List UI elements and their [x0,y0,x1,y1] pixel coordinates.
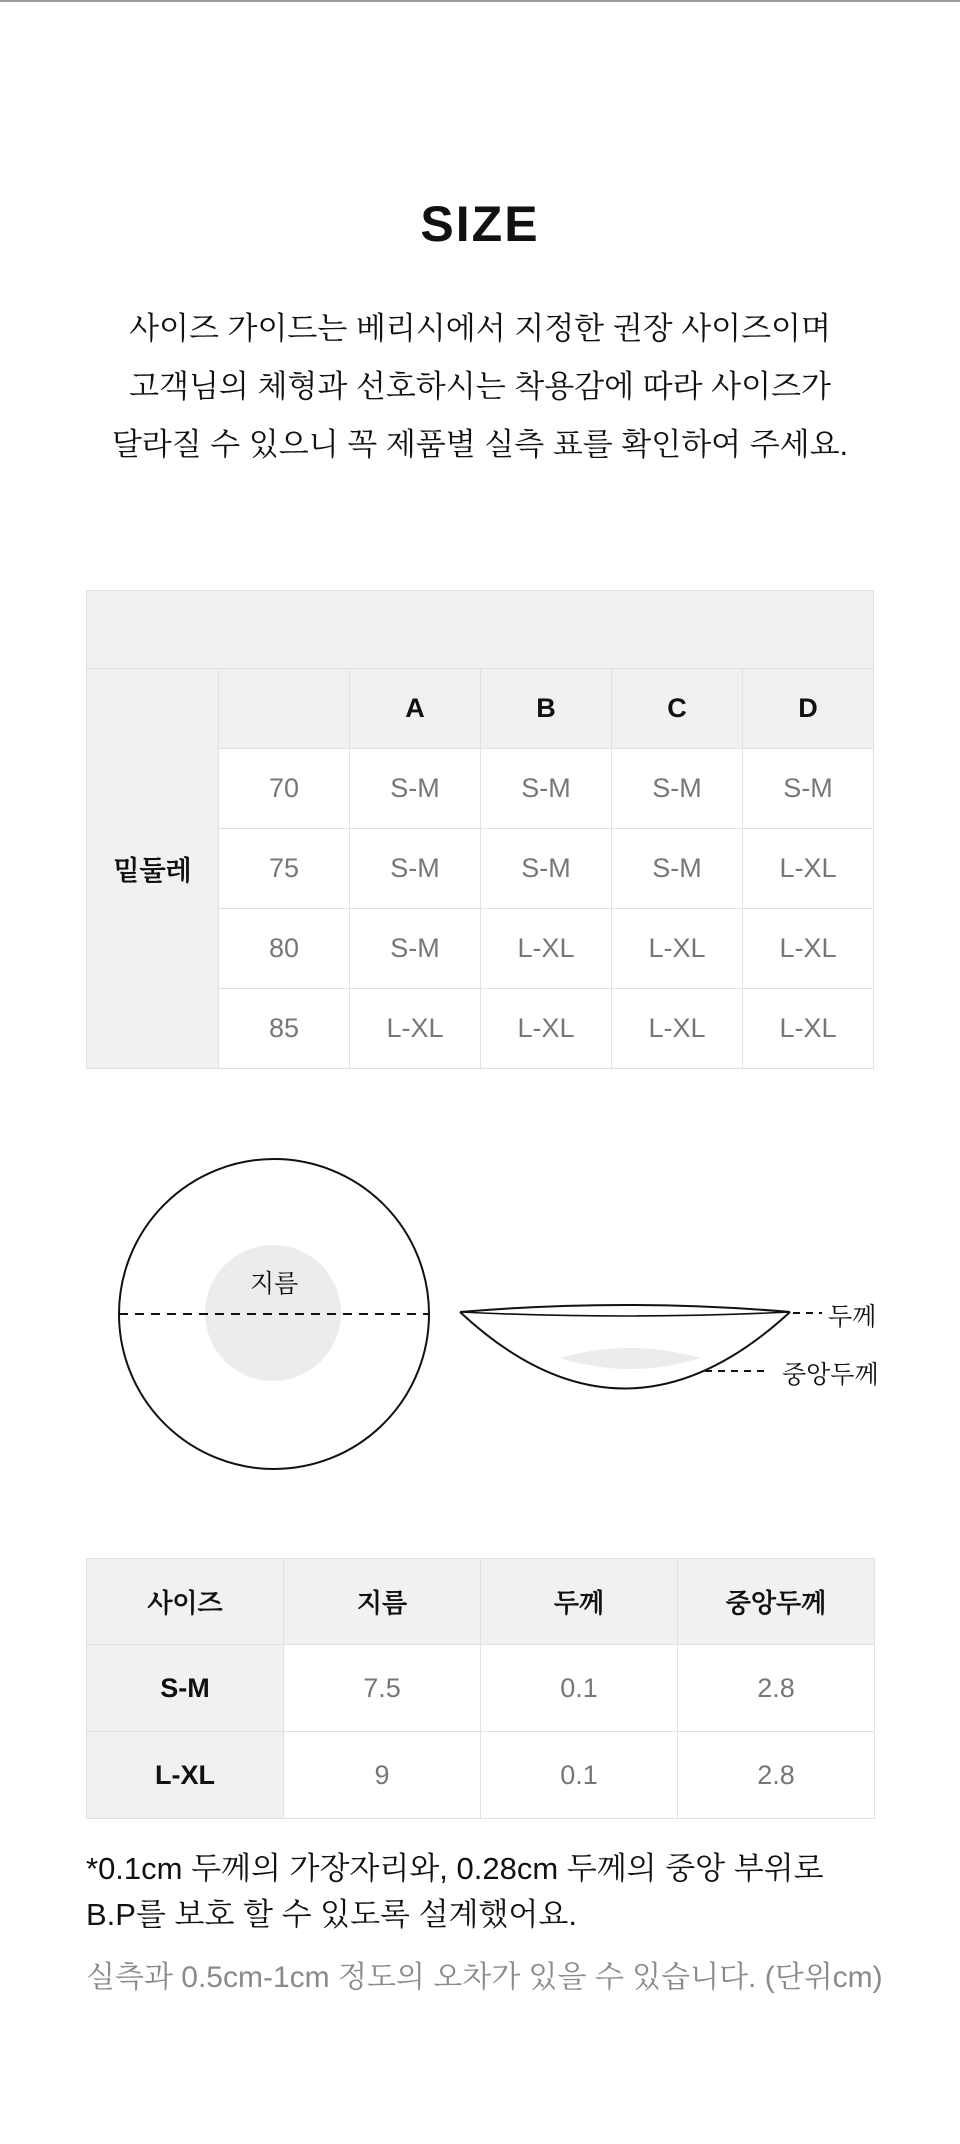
table-cell: L-XL [481,909,612,989]
measurement-table [86,1558,875,1819]
intro-line: 사이즈 가이드는 베리시에서 지정한 권장 사이즈이며 [129,311,831,346]
intro-text [0,300,960,474]
pad-diagram [0,1140,960,1490]
column-header: 중앙두께 [678,1559,875,1645]
pad-side-rim [460,1312,790,1316]
table-cell: L-XL [743,909,874,989]
table-cell: S-M [743,749,874,829]
band-value: 75 [219,829,350,909]
band-value: 80 [219,909,350,989]
table-cell: L-XL [743,829,874,909]
center-thickness-zone [560,1348,700,1369]
table-cell: 0.1 [481,1645,678,1732]
intro-line: 달라질 수 있으니 꼭 제품별 실측 표를 확인하여 주세요. [111,427,849,462]
table-cell: S-M [350,749,481,829]
table-cell: L-XL [481,989,612,1069]
column-header [219,669,350,749]
table-cell: 0.1 [481,1732,678,1819]
note-line: B.P를 보호 할 수 있도록 설계했어요. [86,1897,577,1932]
column-header: 두께 [481,1559,678,1645]
column-header: 사이즈 [87,1559,284,1645]
band-value: 70 [219,749,350,829]
table-header-band [87,591,874,669]
table-cell: L-XL [743,989,874,1069]
intro-line: 고객님의 체형과 선호하시는 착용감에 따라 사이즈가 [129,369,831,404]
table-cell: S-M [350,829,481,909]
page-title: SIZE [420,196,540,252]
table-cell: L-XL [612,989,743,1069]
column-header: B [481,669,612,749]
note-line: *0.1cm 두께의 가장자리와, 0.28cm 두께의 중앙 부위로 [86,1851,824,1886]
table-cell: S-M [481,829,612,909]
column-header: D [743,669,874,749]
thickness-label: 두께 [828,1303,877,1331]
band-label: 밑둘레 [87,669,219,1069]
table-row [87,1732,875,1819]
size-cell: L-XL [87,1732,284,1819]
column-header: A [350,669,481,749]
top-divider [0,0,960,2]
diameter-label: 지름 [250,1270,299,1298]
table-cell: L-XL [612,909,743,989]
table-cell: S-M [612,749,743,829]
table-row [87,1559,875,1645]
table-cell: L-XL [350,989,481,1069]
table-cell: 7.5 [284,1645,481,1732]
table-header-blank [87,591,874,669]
table-cell: 9 [284,1732,481,1819]
measurement-disclaimer: 실측과 0.5cm-1cm 정도의 오차가 있을 수 있습니다. (단위cm) [86,1961,883,1994]
table-cell: S-M [612,829,743,909]
pad-side-top [460,1305,790,1312]
design-note [86,1846,886,1938]
table-row [87,669,874,749]
table-cell: S-M [350,909,481,989]
center-thickness-label: 중앙두께 [782,1361,879,1389]
column-header: C [612,669,743,749]
column-header: 지름 [284,1559,481,1645]
table-row [87,1645,875,1732]
table-cell: S-M [481,749,612,829]
pad-diagram-graphic [0,1140,960,1490]
cup-size-table [86,590,874,1069]
table-cell: 2.8 [678,1732,875,1819]
size-cell: S-M [87,1645,284,1732]
table-cell: 2.8 [678,1645,875,1732]
band-value: 85 [219,989,350,1069]
